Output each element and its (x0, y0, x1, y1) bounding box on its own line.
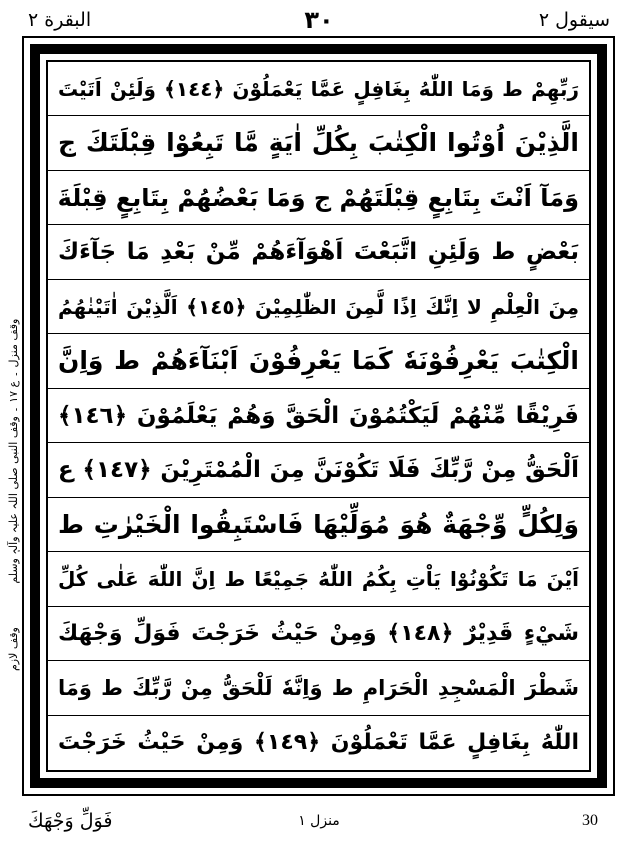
page-number-arabic: ٣٠ (304, 6, 334, 34)
verse-line: الَّذِيْنَ اُوْتُوا الْكِتٰبَ بِكُلِّ اٰيَةٍ مَّا تَبِعُوْا قِبْلَتَكَ ج (48, 116, 589, 170)
margin-note-waqf-lazim: وقف لازم (7, 627, 20, 672)
margin-note (0, 260, 28, 730)
verse-line: اَلْحَقُّ مِنْ رَّبِّكَ فَلَا تَكُوْنَنَّ مِنَ الْمُمْتَرِيْنَ ﴿١٤٧﴾ ع (48, 443, 589, 497)
page-number: 30 (582, 812, 598, 829)
verse-line: وَمَآ اَنْتَ بِتَابِعٍ قِبْلَتَهُمْ ج وَمَا بَعْضُهُمْ بِتَابِعٍ قِبْلَةَ (48, 171, 589, 225)
catchword: فَوَلِّ وَجْهَكَ (28, 810, 113, 832)
verse-line: شَطْرَ الْمَسْجِدِ الْحَرَامِ ط وَاِنَّهٗ لَلْحَقُّ مِنْ رَّبِّكَ ط وَمَا (48, 661, 589, 715)
verse-line: وَلِكُلٍّ وِّجْهَةٌ هُوَ مُوَلِّيْهَا فَاسْتَبِقُوا الْخَيْرٰتِ ط (48, 498, 589, 552)
verse-line: بَعْضٍ ط وَلَئِنِ اتَّبَعْتَ اَهْوَآءَهُمْ مِّنْ بَعْدِ مَا جَآءَكَ (48, 225, 589, 279)
verse-line: مِنَ الْعِلْمِ لا اِنَّكَ اِذًا لَّمِنَ الظّٰلِمِيْنَ ﴿١٤٥﴾ اَلَّذِيْنَ اٰتَيْنٰهُمُ (48, 280, 589, 334)
verse-line: رَبِّهِمْ ط وَمَا اللّٰهُ بِغَافِلٍ عَمَّا يَعْمَلُوْنَ ﴿١٤٤﴾ وَلَئِنْ اَتَيْتَ (48, 62, 589, 116)
manzil-label: منزل ١ (298, 813, 340, 829)
verse-line: شَيْءٍ قَدِيْرٌ ﴿١٤٨﴾ وَمِنْ حَيْثُ خَرَجْتَ فَوَلِّ وَجْهَكَ (48, 607, 589, 661)
surah-name: البقرة ٢ (28, 9, 92, 31)
para-name: سيقول ٢ (538, 9, 610, 31)
verse-text-block (48, 62, 589, 770)
verse-line: اَيْنَ مَا تَكُوْنُوْا يَاْتِ بِكُمُ اللّٰهُ جَمِيْعًا ط اِنَّ اللّٰهَ عَلٰى كُلِّ (48, 552, 589, 606)
verse-line: الْكِتٰبَ يَعْرِفُوْنَهٗ كَمَا يَعْرِفُوْنَ اَبْنَآءَهُمْ ط وَاِنَّ (48, 334, 589, 388)
verse-line: اللّٰهُ بِغَافِلٍ عَمَّا تَعْمَلُوْنَ ﴿١٤٩﴾ وَمِنْ حَيْثُ خَرَجْتَ (58, 729, 579, 755)
verse-line: فَرِيْقًا مِّنْهُمْ لَيَكْتُمُوْنَ الْحَقَّ وَهُمْ يَعْلَمُوْنَ ﴿١٤٦﴾ (48, 389, 589, 443)
margin-note-waqf: وقف منزل ۔ ع ۱۷ ۔ وقف النبی صلی اللہ علیہ وآلہٖ وسلم (7, 318, 20, 584)
